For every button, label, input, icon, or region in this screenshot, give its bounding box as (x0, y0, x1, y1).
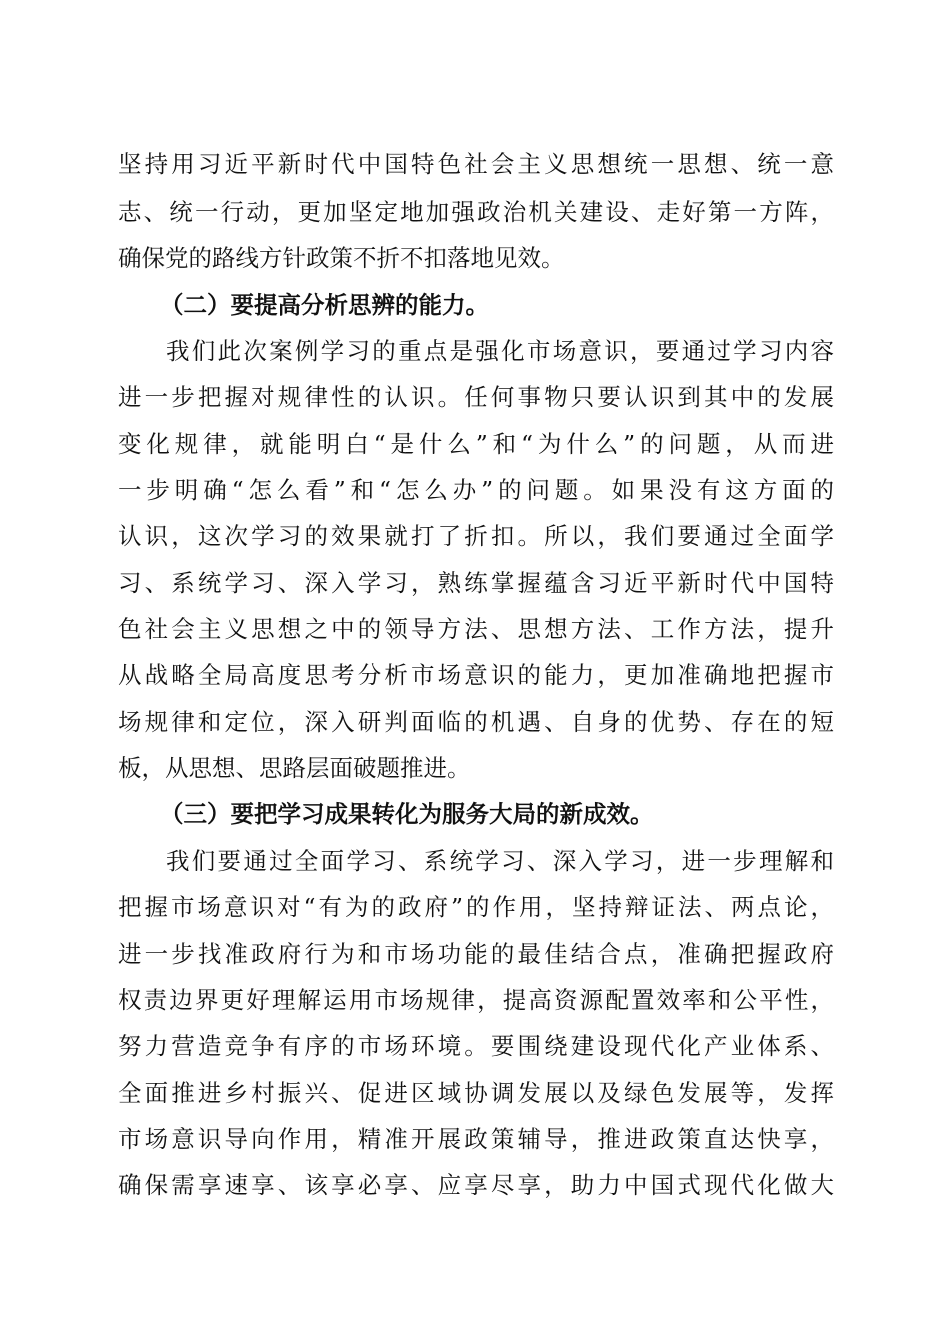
body-line: 志、统一行动，更加坚定地加强政治机关建设、走好第一方阵， (118, 198, 834, 226)
body-line: 确保党的路线方针政策不折不扣落地见效。 (118, 244, 565, 272)
body-line: 认识，这次学习的效果就打了折扣。所以，我们要通过全面学 (118, 522, 834, 550)
body-line: 一步明确“怎么看”和“怎么办”的问题。如果没有这方面的 (118, 476, 834, 504)
body-line: 市场意识导向作用，精准开展政策辅导，推进政策直达快享， (118, 1125, 834, 1153)
body-line: 进一步把握对规律性的认识。任何事物只要认识到其中的发展 (118, 383, 834, 411)
body-line: 板，从思想、思路层面破题推进。 (118, 754, 471, 782)
body-line: 色社会主义思想之中的领导方法、思想方法、工作方法，提升 (118, 615, 834, 643)
body-line: 坚持用习近平新时代中国特色社会主义思想统一思想、统一意 (118, 150, 834, 178)
body-line: 全面推进乡村振兴、促进区域协调发展以及绿色发展等，发挥 (118, 1079, 834, 1107)
body-line: 我们此次案例学习的重点是强化市场意识，要通过学习内容 (166, 337, 834, 365)
section-heading-3: （三）要把学习成果转化为服务大局的新成效。 (160, 800, 654, 828)
body-line: 我们要通过全面学习、系统学习、深入学习，进一步理解和 (166, 847, 834, 875)
body-line: 习、系统学习、深入学习，熟练掌握蕴含习近平新时代中国特 (118, 569, 834, 597)
body-line: 把握市场意识对“有为的政府”的作用，坚持辩证法、两点论， (118, 893, 834, 921)
body-line: 进一步找准政府行为和市场功能的最佳结合点，准确把握政府 (118, 940, 834, 968)
body-line: 从战略全局高度思考分析市场意识的能力，更加准确地把握市 (118, 661, 834, 689)
body-line: 努力营造竞争有序的市场环境。要围绕建设现代化产业体系、 (118, 1032, 834, 1060)
body-line: 场规律和定位，深入研判面临的机遇、自身的优势、存在的短 (118, 708, 834, 736)
section-heading-2: （二）要提高分析思辨的能力。 (160, 291, 489, 319)
body-line: 确保需享速享、该享必享、应享尽享，助力中国式现代化做大 (118, 1171, 834, 1199)
body-line: 权责边界更好理解运用市场规律，提高资源配置效率和公平性， (118, 986, 834, 1014)
body-line: 变化规律，就能明白“是什么”和“为什么”的问题，从而进 (118, 430, 834, 458)
